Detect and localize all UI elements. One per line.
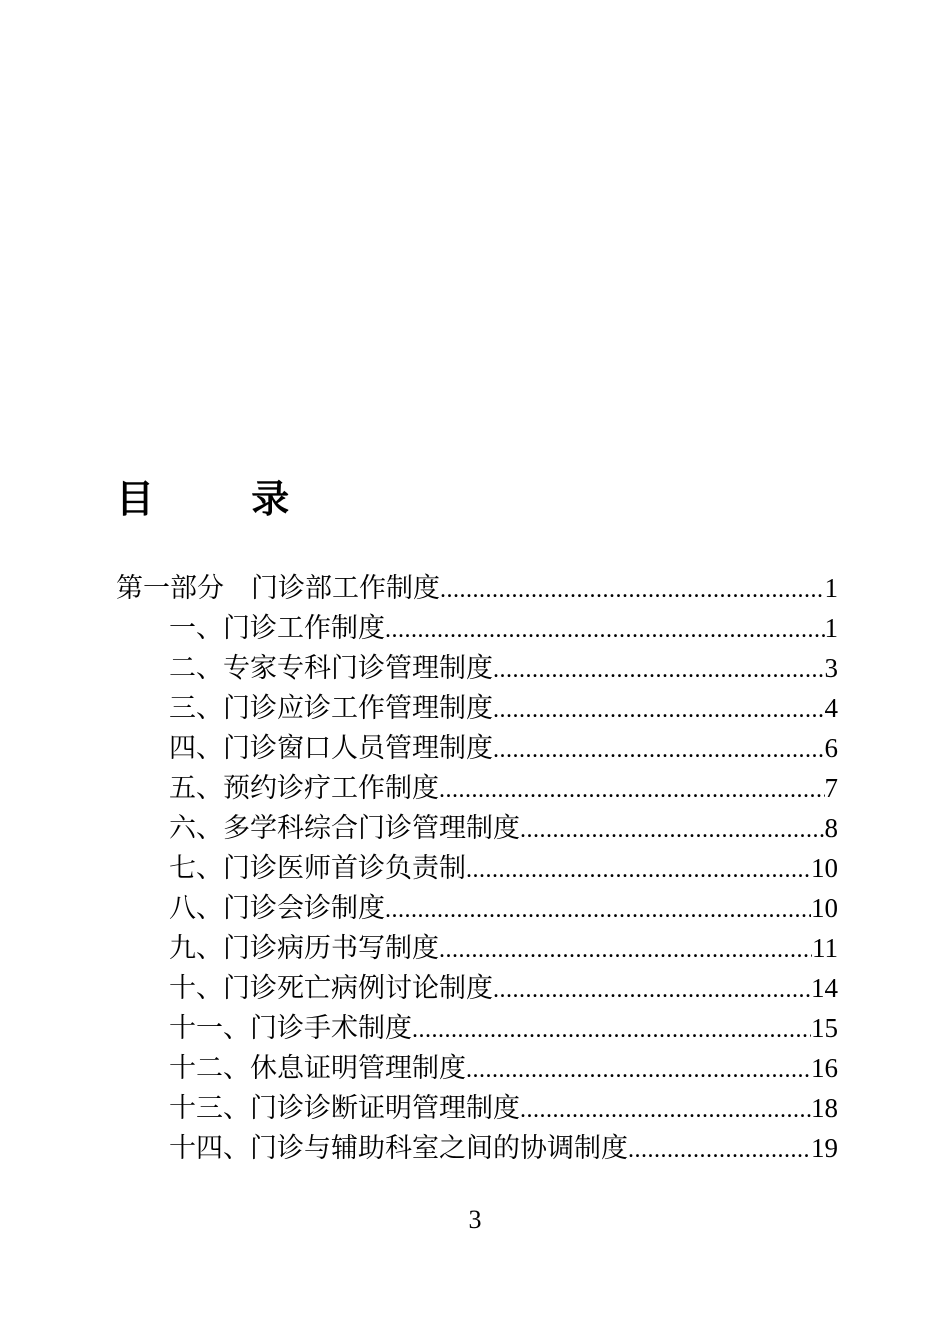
toc-entry[interactable] [116,1008,838,1048]
toc-entry-page: 4 [824,693,838,723]
toc-entry-title: 第一部分 门诊部工作制度 [116,573,440,604]
toc-entry-title: 六、多学科综合门诊管理制度 [169,813,520,844]
toc-entry[interactable] [116,648,838,688]
toc-dot-leader [520,810,825,850]
toc-entry-title: 五、预约诊疗工作制度 [169,773,439,804]
toc-entry[interactable] [116,568,838,608]
table-of-contents [116,568,838,1168]
toc-entry-page: 10 [811,893,838,923]
toc-heading: 目 录 [116,477,332,521]
toc-dot-leader [493,730,825,770]
toc-entry-title: 十二、休息证明管理制度 [169,1053,466,1084]
toc-dot-leader [493,970,811,1010]
toc-entry[interactable] [116,888,838,928]
toc-entry-title: 四、门诊窗口人员管理制度 [169,733,493,764]
page-number: 3 [468,1205,482,1234]
toc-entry-title: 九、门诊病历书写制度 [169,933,439,964]
toc-entry-page: 8 [824,813,838,843]
toc-entry-page: 14 [811,973,838,1003]
toc-entry[interactable] [116,1128,838,1168]
toc-entry-page: 7 [824,773,838,803]
toc-entry-page: 11 [812,933,838,963]
toc-entry-title: 七、门诊医师首诊负责制 [169,853,466,884]
toc-dot-leader [385,610,825,650]
toc-entry-page: 16 [811,1053,838,1083]
toc-entry-page: 19 [811,1133,838,1163]
toc-entry[interactable] [116,968,838,1008]
toc-entry[interactable] [116,808,838,848]
toc-entry-title: 十四、门诊与辅助科室之间的协调制度 [169,1133,628,1164]
toc-dot-leader [466,850,811,890]
toc-entry[interactable] [116,928,838,968]
toc-entry[interactable] [116,1048,838,1088]
toc-entry-page: 10 [811,853,838,883]
toc-entry-title: 八、门诊会诊制度 [169,893,385,924]
toc-entry[interactable] [116,728,838,768]
toc-entry[interactable] [116,768,838,808]
toc-entry-title: 十一、门诊手术制度 [169,1013,412,1044]
toc-entry-page: 3 [824,653,838,683]
toc-entry-title: 一、门诊工作制度 [169,613,385,644]
toc-entry-page: 18 [811,1093,838,1123]
toc-dot-leader [412,1010,811,1050]
toc-dot-leader [440,570,825,610]
toc-dot-leader [628,1130,811,1170]
toc-dot-leader [493,690,825,730]
toc-entry[interactable] [116,608,838,648]
toc-dot-leader [439,930,812,970]
toc-entry-page: 1 [824,613,838,643]
toc-dot-leader [385,890,811,930]
toc-entry-title: 二、专家专科门诊管理制度 [169,653,493,684]
toc-entry[interactable] [116,1088,838,1128]
toc-entry-title: 十、门诊死亡病例讨论制度 [169,973,493,1004]
toc-entry-page: 6 [824,733,838,763]
toc-entry-page: 1 [824,573,838,603]
toc-entry-title: 三、门诊应诊工作管理制度 [169,693,493,724]
toc-entry-title: 十三、门诊诊断证明管理制度 [169,1093,520,1124]
toc-entry-page: 15 [811,1013,838,1043]
toc-dot-leader [439,770,825,810]
toc-entry[interactable] [116,848,838,888]
toc-entry[interactable] [116,688,838,728]
toc-dot-leader [520,1090,811,1130]
toc-dot-leader [466,1050,811,1090]
toc-dot-leader [493,650,825,690]
